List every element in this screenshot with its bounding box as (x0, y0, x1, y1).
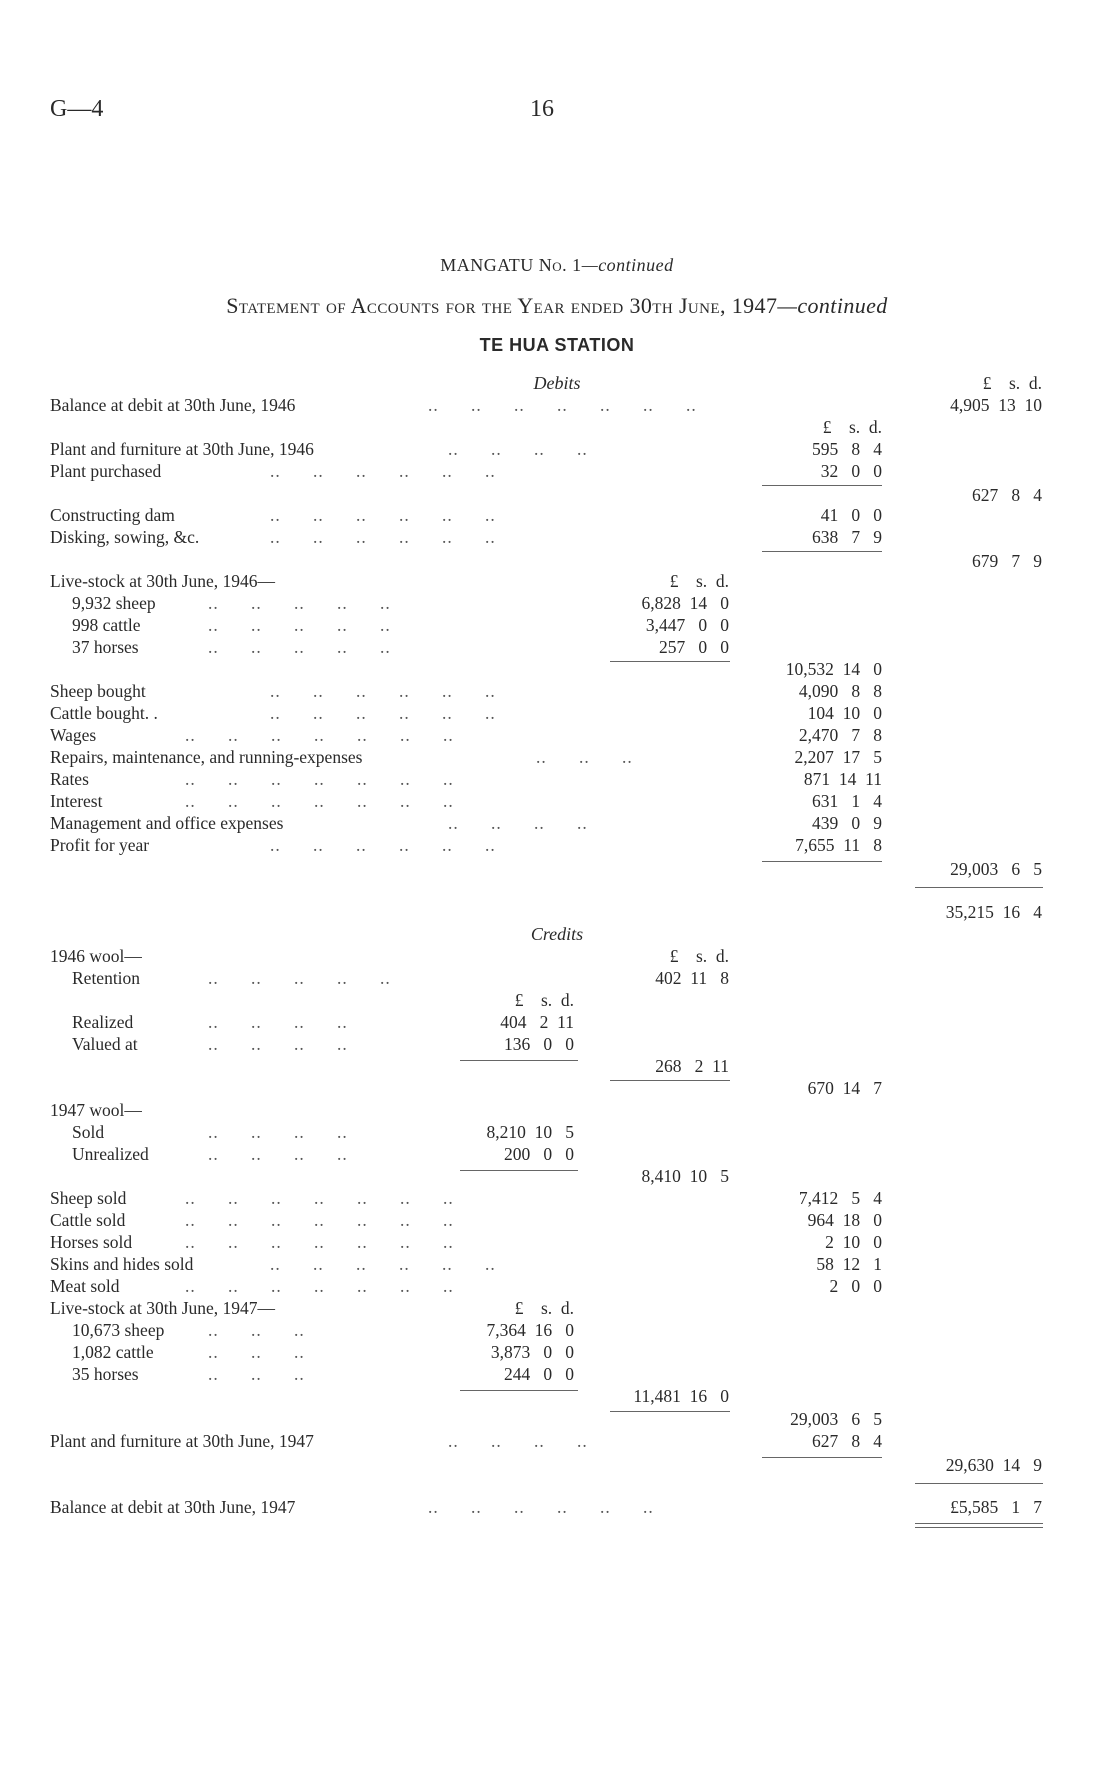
row-label: 1947 wool— (50, 1100, 142, 1120)
debit-row-disking (0, 527, 1114, 549)
leader-dots: .. .. .. .. .. (208, 968, 391, 988)
debit-row-plant (0, 439, 1114, 461)
row-amount: 402 11 8 (655, 968, 729, 988)
debit-row-plant-purchased (0, 461, 1114, 483)
row-amount: 58 12 1 (816, 1254, 882, 1274)
row-label: 37 horses (72, 637, 139, 657)
leader-dots: .. .. .. .. .. .. .. (185, 1232, 454, 1252)
debit-row-management (0, 813, 1114, 835)
double-rule (915, 1523, 1043, 1524)
row-amount: 8,210 10 5 (486, 1122, 574, 1142)
row-label: Balance at debit at 30th June, 1946 (50, 395, 296, 415)
debits-heading: Debits (533, 373, 581, 393)
row-amount: 244 0 0 (504, 1364, 574, 1384)
leader-dots: .. .. .. .. .. .. (270, 681, 496, 701)
lsd-header: £ s. d. (669, 571, 729, 591)
row-label: Disking, sowing, &c. (50, 527, 200, 547)
leader-dots: .. .. .. .. .. .. (270, 527, 496, 547)
row-amount: 4,090 8 8 (798, 681, 882, 701)
leader-dots: .. .. .. .. .. (208, 615, 391, 635)
row-label: Sold (72, 1122, 105, 1142)
statement-title (0, 293, 1114, 319)
credit-row-wool-1946 (0, 946, 1114, 968)
row-amount: 136 0 0 (504, 1034, 574, 1054)
row-label: Horses sold (50, 1232, 133, 1252)
leader-dots: .. .. .. .. .. .. (428, 1497, 654, 1517)
row-amount: 7,412 5 4 (798, 1188, 882, 1208)
row-amount: 2 10 0 (825, 1232, 882, 1252)
row-amount: 268 2 11 (655, 1056, 729, 1076)
row-label: Wages (50, 725, 97, 745)
lsd-header: £ s. d. (514, 1298, 574, 1318)
debit-row-repairs (0, 747, 1114, 769)
row-label: Cattle sold (50, 1210, 126, 1230)
row-amount: 439 0 9 (812, 813, 882, 833)
credit-row-valued (0, 1034, 1114, 1056)
debit-row-sheep (0, 593, 1114, 615)
balance-total: £5,585 1 7 (950, 1497, 1042, 1517)
report-title-main: MANGATU No. 1 (440, 255, 582, 275)
leader-dots: .. .. .. .. .. .. .. (185, 1188, 454, 1208)
debit-row-dam (0, 505, 1114, 527)
row-amount: 257 0 0 (659, 637, 729, 657)
row-label: Sheep sold (50, 1188, 127, 1208)
row-label: Repairs, maintenance, and running-expenses (50, 747, 363, 767)
leader-dots: .. .. .. .. (448, 439, 588, 459)
row-amount: 6,828 14 0 (641, 593, 729, 613)
row-label: Interest (50, 791, 103, 811)
row-amount: 3,873 0 0 (490, 1342, 574, 1362)
row-total: 10,532 14 0 (785, 659, 882, 679)
lsd-header: £ s. d. (669, 946, 729, 966)
row-total: 679 7 9 (972, 551, 1042, 571)
row-label: Live-stock at 30th June, 1946— (50, 571, 276, 591)
leader-dots: .. .. .. .. (448, 813, 588, 833)
row-amount: 631 1 4 (812, 791, 882, 811)
statement-title-continued: —continued (777, 293, 888, 318)
debit-row-cattle (0, 615, 1114, 637)
debit-row-cattle-bought (0, 703, 1114, 725)
credit-row-retention (0, 968, 1114, 990)
row-amount: 2,470 7 8 (798, 725, 882, 745)
credit-row-livestock (0, 1298, 1114, 1320)
row-amount: 404 2 11 (500, 1012, 574, 1032)
leader-dots: .. .. .. .. .. .. (270, 703, 496, 723)
row-label: Meat sold (50, 1276, 120, 1296)
row-label: Plant and furniture at 30th June, 1946 (50, 439, 314, 459)
row-amount: 32 0 0 (820, 461, 882, 481)
debit-row-profit (0, 835, 1114, 857)
row-amount: 104 10 0 (807, 703, 882, 723)
leader-dots: .. .. .. (536, 747, 633, 767)
credit-row-sheep (0, 1320, 1114, 1342)
row-amount: 871 14 11 (803, 769, 882, 789)
document-code: G—4 (50, 96, 104, 122)
leader-dots: .. .. .. .. (208, 1012, 348, 1032)
leader-dots: .. .. .. .. .. .. .. (185, 1276, 454, 1296)
row-label: Plant and furniture at 30th June, 1947 (50, 1431, 314, 1451)
row-amount: 7,364 16 0 (486, 1320, 574, 1340)
row-label: Retention (72, 968, 141, 988)
leader-dots: .. .. .. .. (448, 1431, 588, 1451)
row-amount: 200 0 0 (504, 1144, 574, 1164)
double-rule (915, 1527, 1043, 1528)
row-label: 10,673 sheep (72, 1320, 165, 1340)
leader-dots: .. .. .. .. .. .. .. (185, 769, 454, 789)
leader-dots: .. .. .. (208, 1364, 305, 1384)
row-amount: 964 18 0 (807, 1210, 882, 1230)
leader-dots: .. .. .. .. .. (208, 637, 391, 657)
row-label: 1,082 cattle (72, 1342, 154, 1362)
row-total: 11,481 16 0 (633, 1386, 729, 1406)
debit-row-horses (0, 637, 1114, 659)
row-total: 4,905 13 10 (950, 395, 1042, 415)
row-total: 8,410 10 5 (641, 1166, 729, 1186)
row-total: 627 8 4 (972, 485, 1042, 505)
credit-row-horses (0, 1364, 1114, 1386)
credit-row-horses-sold (0, 1232, 1114, 1254)
leader-dots: .. .. .. (208, 1342, 305, 1362)
row-label: Profit for year (50, 835, 150, 855)
row-label: Valued at (72, 1034, 138, 1054)
credit-row-cattle-sold (0, 1210, 1114, 1232)
credit-row-sold (0, 1122, 1114, 1144)
grand-total: 35,215 16 4 (945, 902, 1042, 922)
row-label: Cattle bought. . (50, 703, 158, 723)
lsd-header: £ s. d. (982, 373, 1042, 393)
debit-row-sheep-bought (0, 681, 1114, 703)
report-title (0, 255, 1114, 276)
leader-dots: .. .. .. .. .. .. .. (185, 1210, 454, 1230)
debit-row-wages (0, 725, 1114, 747)
row-amount: 2,207 17 5 (794, 747, 882, 767)
row-total: 670 14 7 (807, 1078, 882, 1098)
leader-dots: .. .. .. .. (208, 1034, 348, 1054)
credit-row-realized (0, 1012, 1114, 1034)
lsd-header: £ s. d. (822, 417, 882, 437)
row-label: Unrealized (72, 1144, 149, 1164)
row-label: Rates (50, 769, 89, 789)
leader-dots: .. .. .. .. .. .. .. (428, 395, 697, 415)
credit-row-unrealized (0, 1144, 1114, 1166)
row-label: 9,932 sheep (72, 593, 156, 613)
row-label: 1946 wool— (50, 946, 142, 966)
row-total: 29,630 14 9 (945, 1455, 1042, 1475)
row-label: Constructing dam (50, 505, 175, 525)
leader-dots: .. .. .. (208, 1320, 305, 1340)
credit-row-plant (0, 1431, 1114, 1453)
debit-row-interest (0, 791, 1114, 813)
row-label: Skins and hides sold (50, 1254, 194, 1274)
page-number: 16 (530, 96, 554, 122)
row-label: Balance at debit at 30th June, 1947 (50, 1497, 296, 1517)
credit-row-balance (0, 1497, 1114, 1519)
row-amount: 41 0 0 (820, 505, 882, 525)
row-label: Live-stock at 30th June, 1947— (50, 1298, 276, 1318)
row-amount: 638 7 9 (812, 527, 882, 547)
row-amount: 3,447 0 0 (645, 615, 729, 635)
leader-dots: .. .. .. .. .. .. (270, 505, 496, 525)
row-label: 998 cattle (72, 615, 141, 635)
debit-row-rates (0, 769, 1114, 791)
leader-dots: .. .. .. .. .. .. (270, 461, 496, 481)
credit-row-meat (0, 1276, 1114, 1298)
row-label: Management and office expenses (50, 813, 284, 833)
debit-row-livestock (0, 571, 1114, 593)
row-total: 29,003 6 5 (790, 1409, 882, 1429)
row-total: 29,003 6 5 (950, 859, 1042, 879)
credit-row-cattle (0, 1342, 1114, 1364)
statement-title-main: Statement of Accounts for the Year ended 30th June, 1947 (226, 293, 778, 318)
credits-heading: Credits (530, 924, 584, 944)
leader-dots: .. .. .. .. .. (208, 593, 391, 613)
leader-dots: .. .. .. .. (208, 1144, 348, 1164)
leader-dots: .. .. .. .. .. .. .. (185, 791, 454, 811)
lsd-header: £ s. d. (514, 990, 574, 1010)
row-label: Sheep bought (50, 681, 146, 701)
row-amount: 2 0 0 (829, 1276, 882, 1296)
report-title-continued: —continued (581, 255, 674, 275)
row-label: Realized (72, 1012, 134, 1032)
credit-row-skins (0, 1254, 1114, 1276)
leader-dots: .. .. .. .. .. .. .. (185, 725, 454, 745)
row-label: Plant purchased (50, 461, 162, 481)
credit-row-wool-1947 (0, 1100, 1114, 1122)
row-amount: 595 8 4 (812, 439, 882, 459)
leader-dots: .. .. .. .. (208, 1122, 348, 1142)
row-amount: 7,655 11 8 (795, 835, 882, 855)
row-amount: 627 8 4 (812, 1431, 882, 1451)
debit-row-balance (0, 395, 1114, 417)
leader-dots: .. .. .. .. .. .. (270, 835, 496, 855)
rule (915, 1483, 1043, 1484)
leader-dots: .. .. .. .. .. .. (270, 1254, 496, 1274)
credit-row-sheep-sold (0, 1188, 1114, 1210)
rule (915, 887, 1043, 888)
station-title: TE HUA STATION (479, 335, 635, 355)
row-label: 35 horses (72, 1364, 139, 1384)
